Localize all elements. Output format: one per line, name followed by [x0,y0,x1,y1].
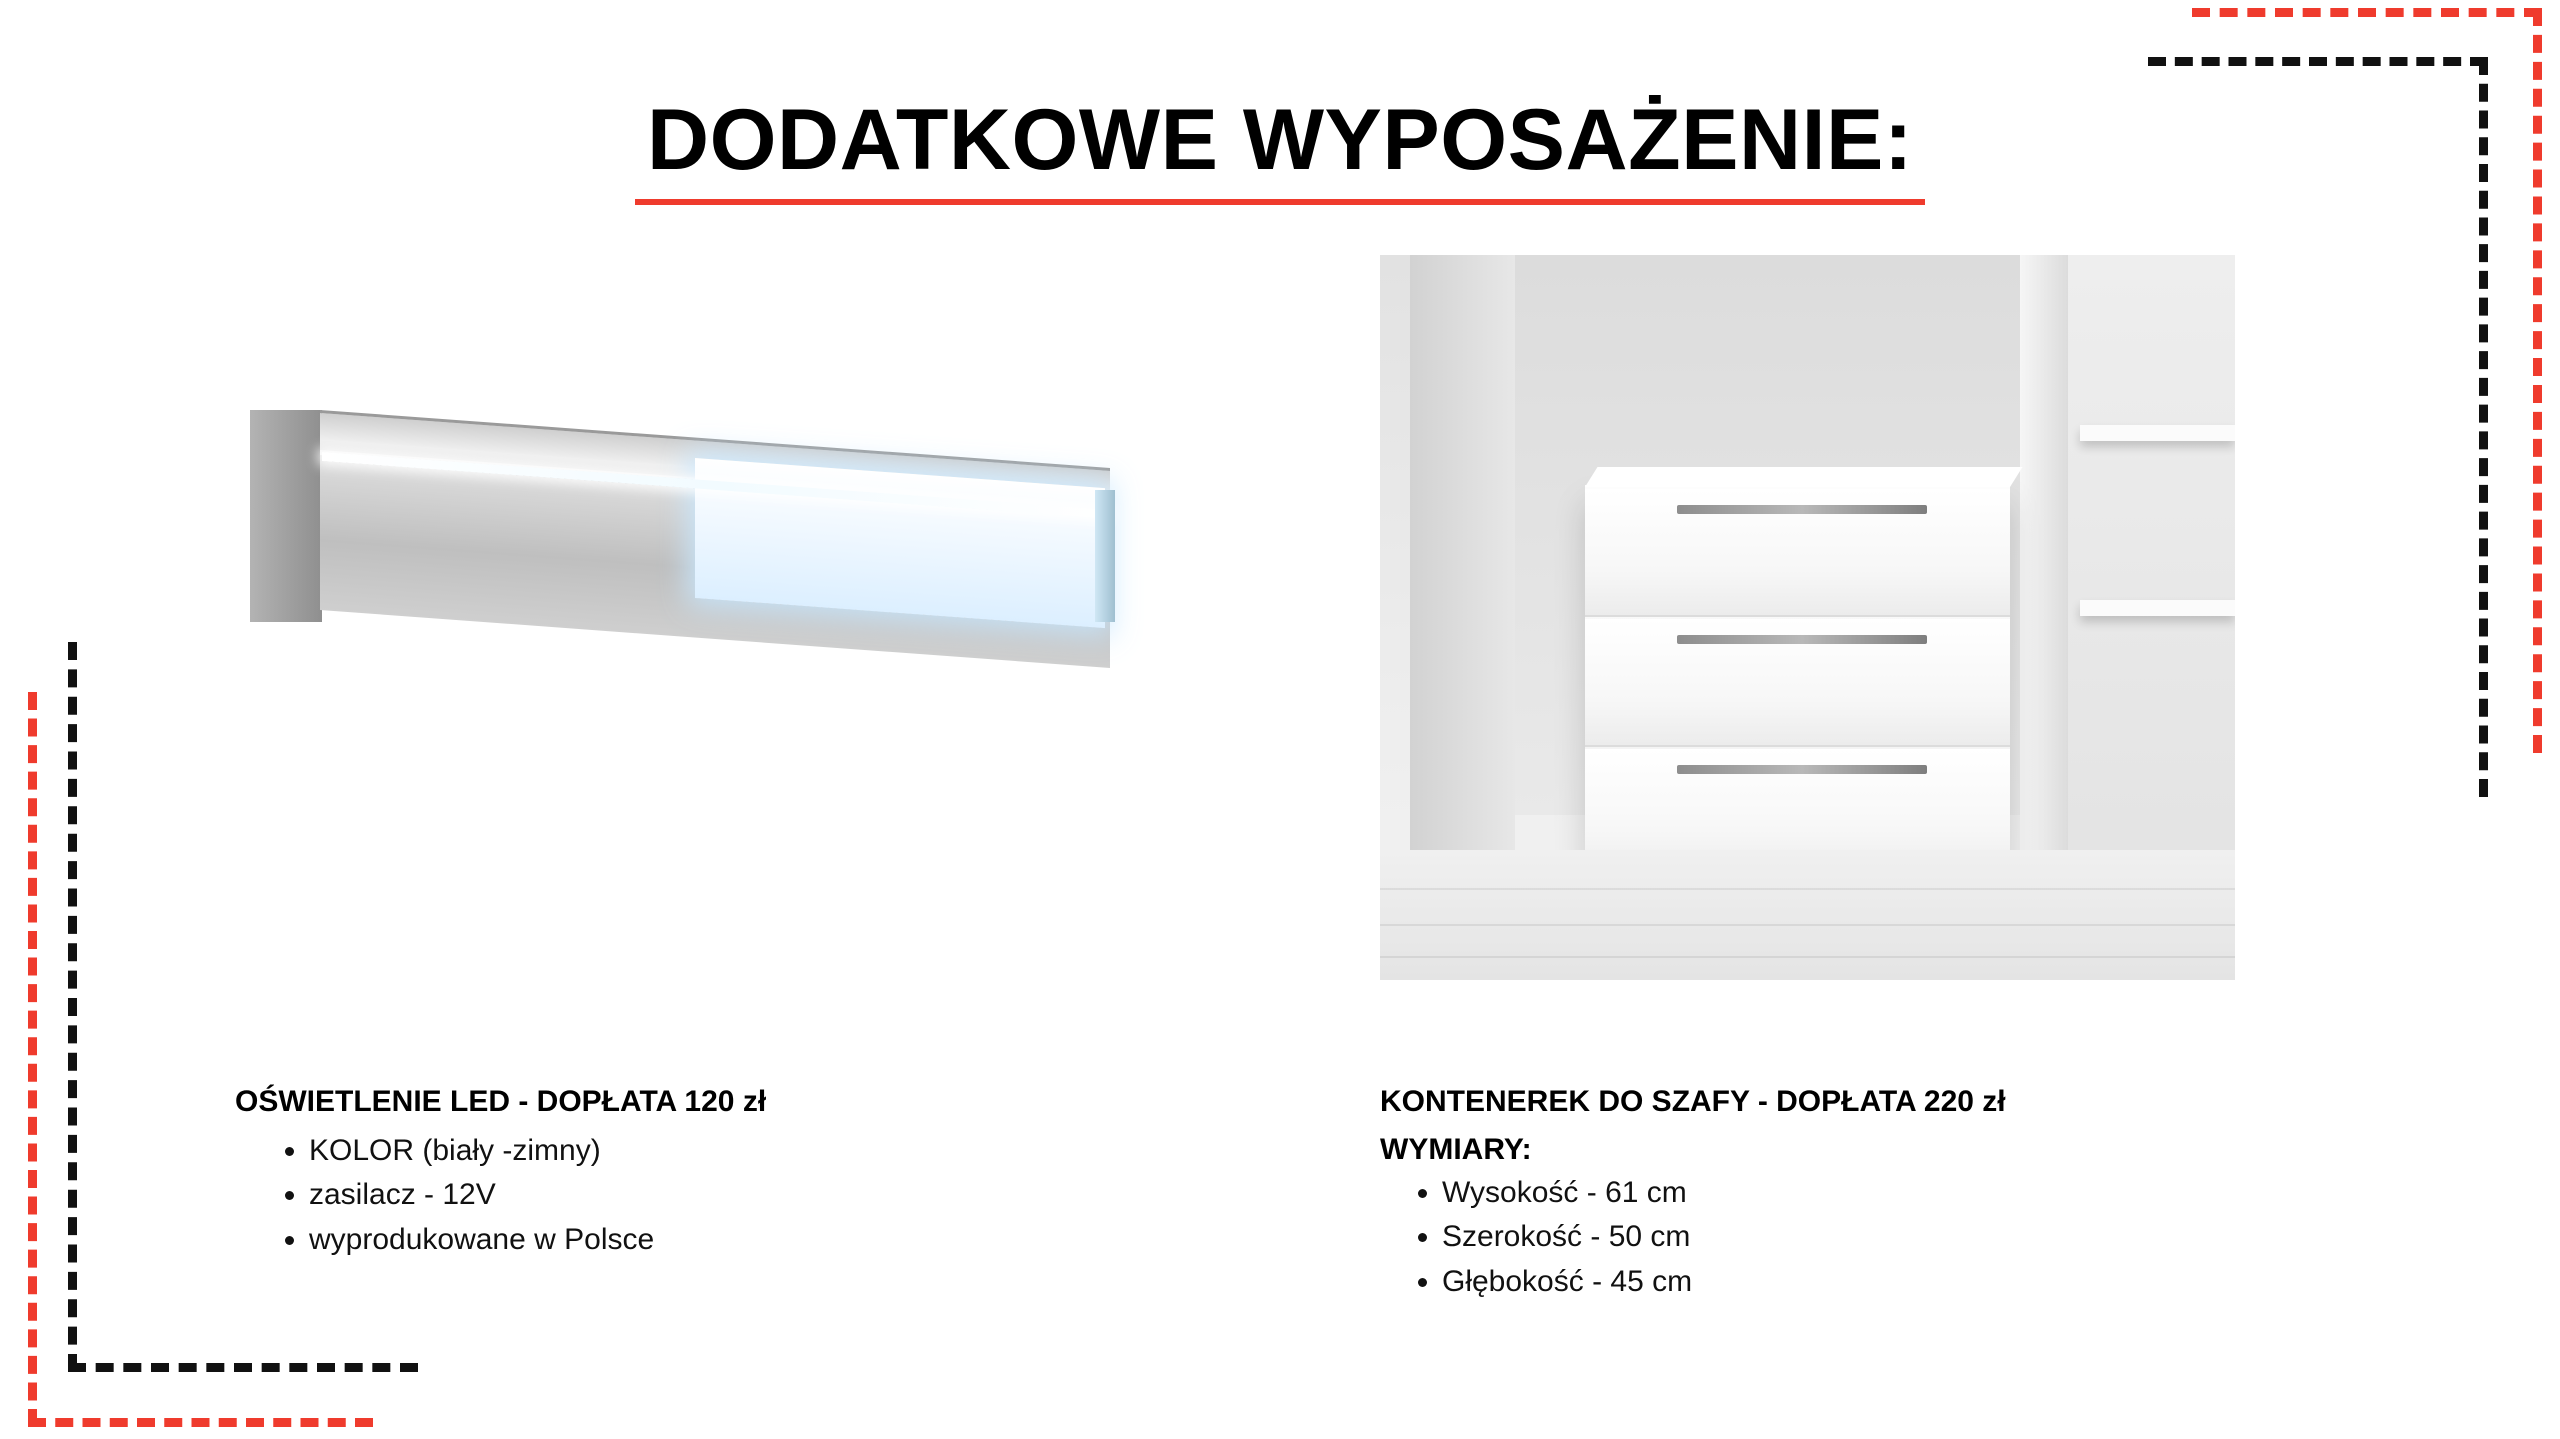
drawer-1 [1585,489,2010,617]
wardrobe-shelf-column [2068,255,2235,895]
drawer-handle-icon [1677,765,1927,774]
drawer-2 [1585,619,2010,747]
drawer-unit-top [1585,467,2022,487]
photo-floor [1380,850,2235,980]
led-caption-block [235,1085,1235,1262]
drawer-unit [1585,485,2010,885]
page-title: DODATKOWE WYPOSAŻENIE: [647,92,1913,188]
list-item: • Wysokość - 61 cm [1442,1171,2430,1215]
wardrobe-shelf-lower [2080,600,2235,616]
drawer-handle-icon [1677,505,1927,514]
led-cabinet-side [250,410,322,622]
corner-bracket-bottom-left-red [28,692,373,1427]
led-cabinet-edge [1095,490,1115,622]
wardrobe-shelf-upper [2080,425,2235,441]
page-title-block [0,92,2560,205]
list-item: • zasilacz - 12V [309,1173,1235,1217]
wardrobe-panel-left [1410,255,1515,895]
wardrobe-drawer-unit-photo [1380,255,2235,980]
floor-line [1380,888,2235,890]
kontenerek-heading: KONTENEREK DO SZAFY - DOPŁATA 220 zł [1380,1085,2006,1118]
kontenerek-caption-block [1380,1085,2430,1304]
drawer-handle-icon [1677,635,1927,644]
list-item: • Szerokość - 50 cm [1442,1215,2430,1259]
floor-line [1380,956,2235,958]
kontenerek-bullet-list [1380,1171,2430,1304]
list-item: • wyprodukowane w Polsce [309,1218,1235,1262]
kontenerek-section [1380,255,2440,980]
led-section [180,330,1240,660]
wardrobe-divider [2020,255,2068,855]
list-item: • Głębokość - 45 cm [1442,1260,2430,1304]
kontenerek-dimensions-label: WYMIARY: [1380,1133,1532,1166]
list-item: • KOLOR (biały -zimny) [309,1129,1235,1173]
title-underline [635,199,1925,205]
corner-bracket-bottom-left-black [68,642,418,1372]
led-heading: OŚWIETLENIE LED - DOPŁATA 120 zł [235,1085,767,1118]
floor-line [1380,924,2235,926]
led-lighting-photo [250,330,1110,660]
led-bullet-list [235,1129,1235,1262]
